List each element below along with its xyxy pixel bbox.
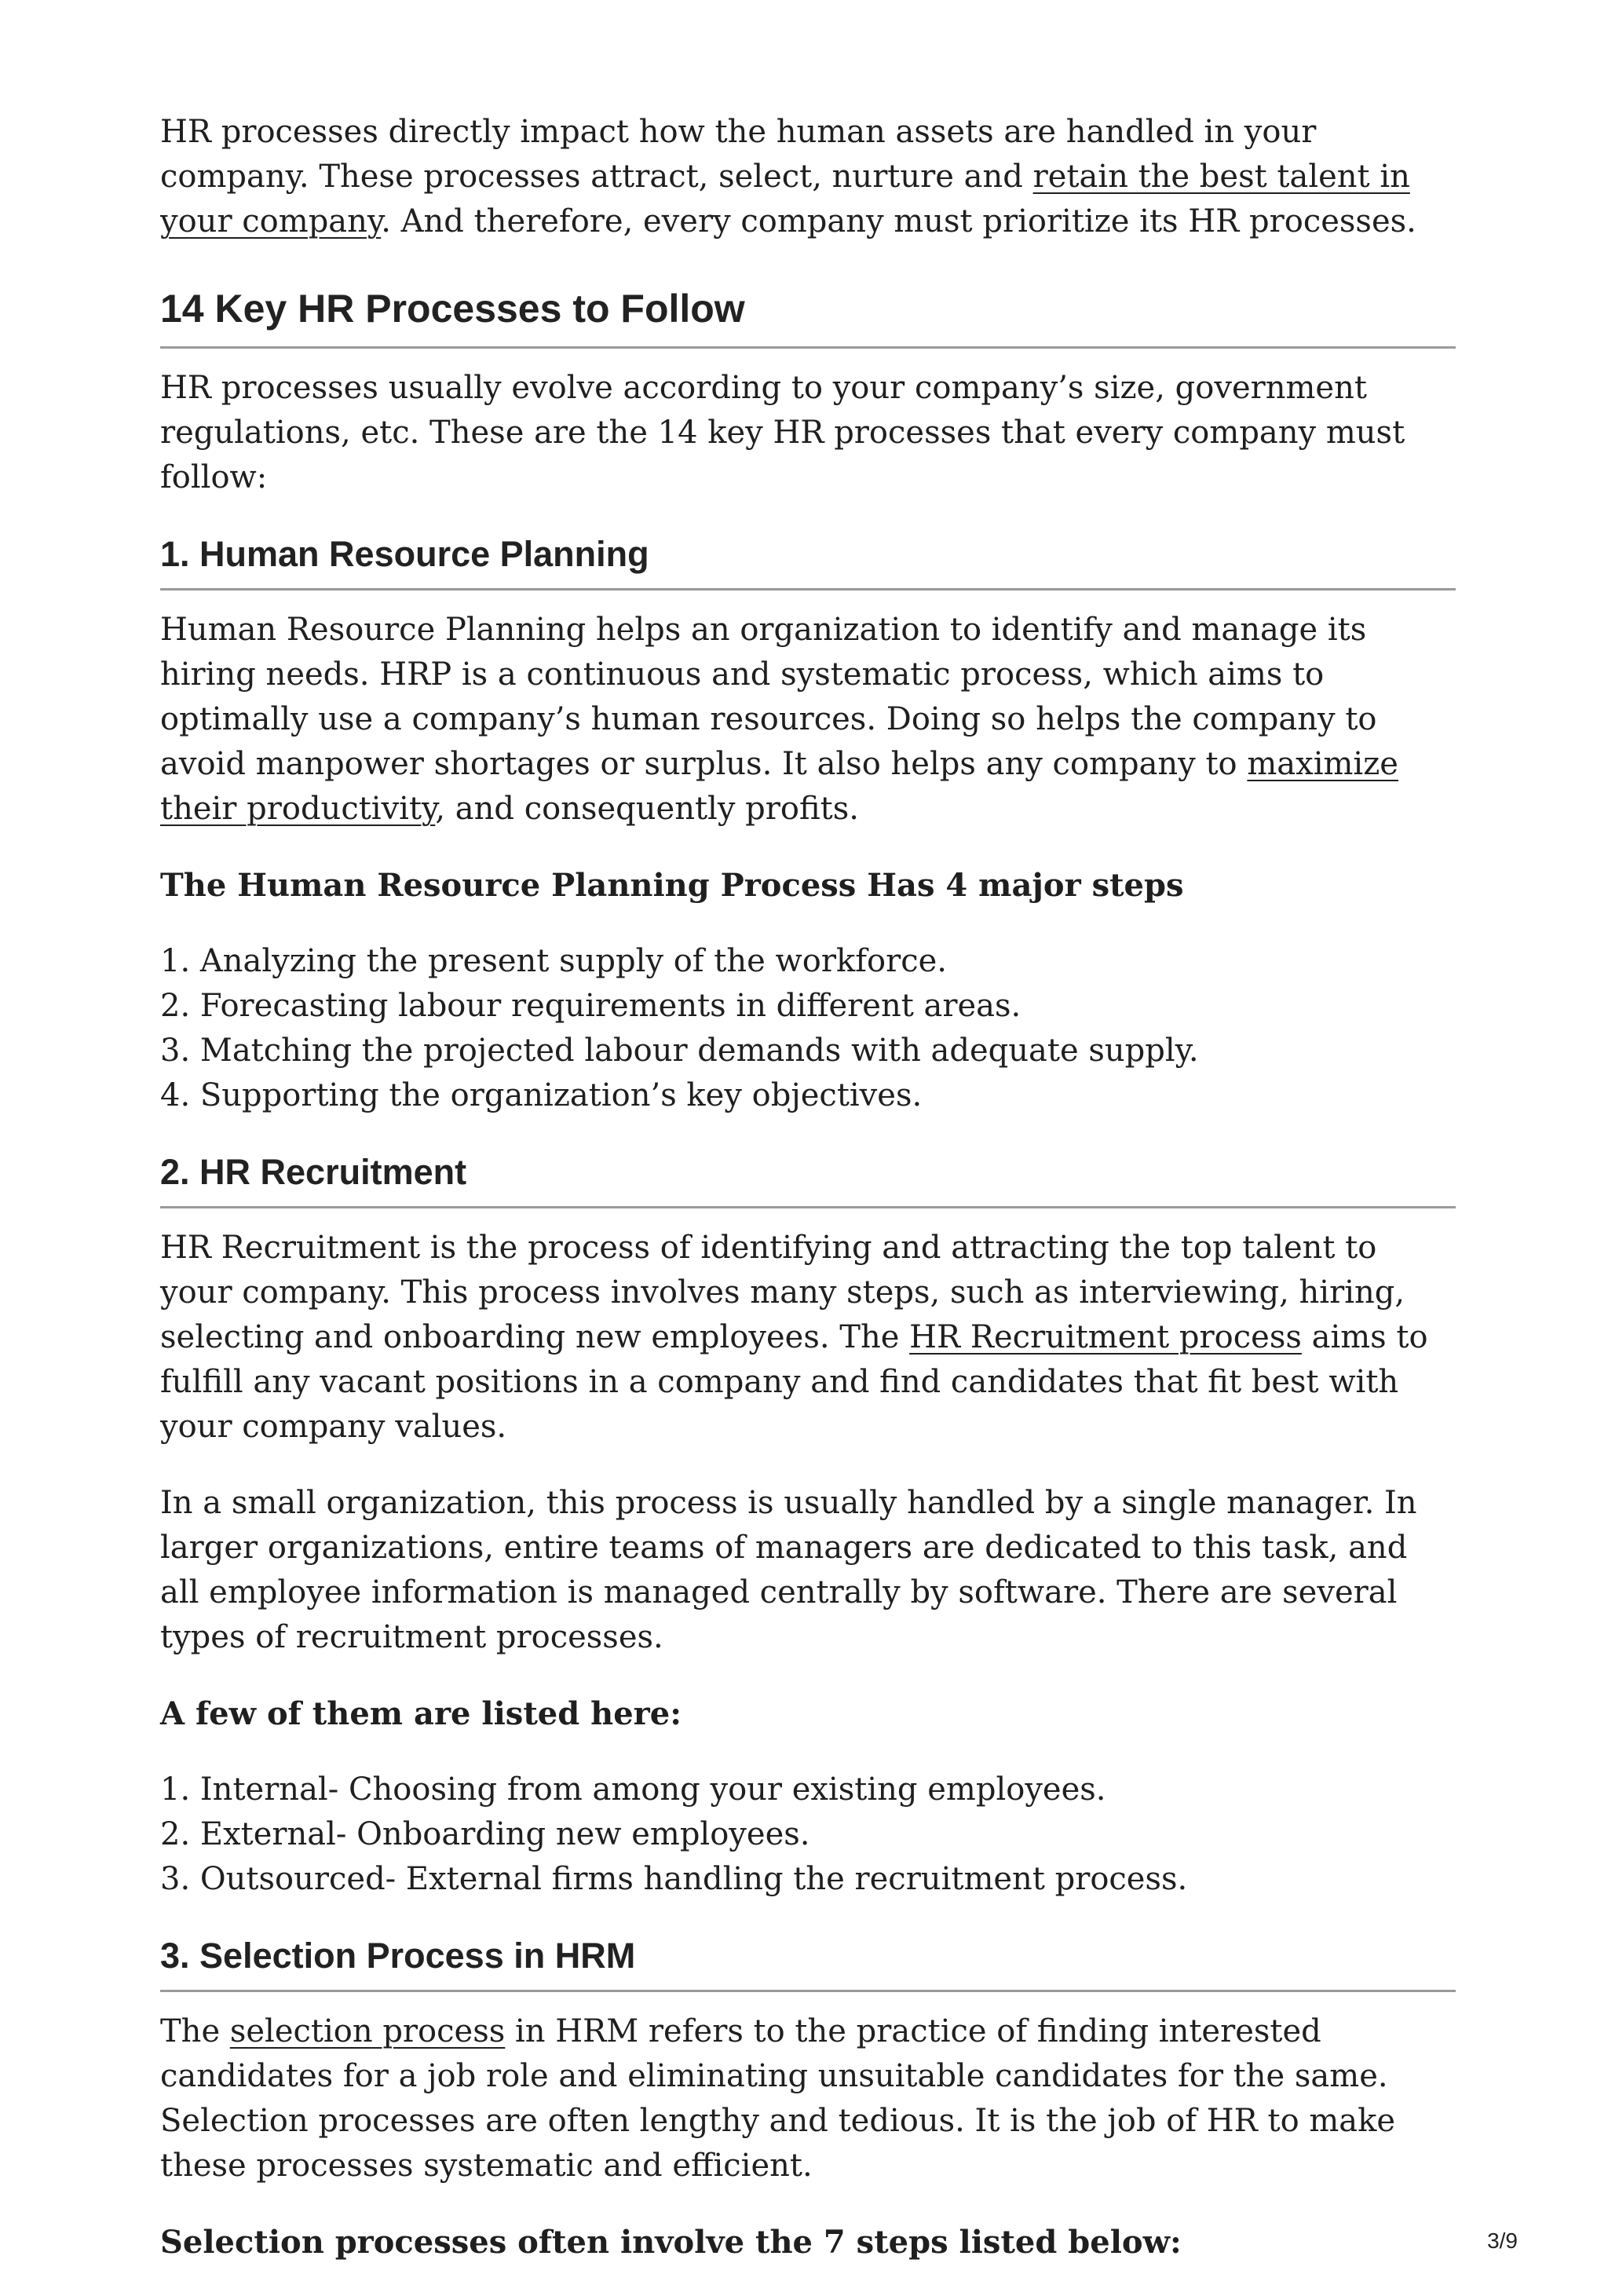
page-number: 3/9 [1487, 2228, 1518, 2253]
hr-recruitment-text: HR Recruitment is the process of identifying and attracting the top talent to your company. This process involves many steps, such as interviewing, hiring, selecting and onboarding new employees. The [160, 1230, 1405, 1355]
intro-text: HR processes directly impact how the human assets are handled in your company. These processes attract, select, nurture and [160, 114, 1317, 195]
hr-planning-steps [160, 939, 1456, 1118]
selection-process-lead: Selection processes often involve the 7 steps listed below: [160, 2224, 1182, 2261]
hr-planning-text: Human Resource Planning helps an organization to identify and manage its hiring needs. HRP is a continuous and systematic process, which aims to optimally use a company’s human resources. Doing so helps the company to avoid manpower shortages or surplus. It also helps any company to [160, 612, 1377, 782]
hr-recruitment-lead: A few of them are listed here: [160, 1695, 682, 1732]
section-heading-hr-recruitment: 2. HR Recruitment [160, 1150, 1456, 1208]
hr-recruitment-process-link[interactable]: HR Recruitment process [909, 1319, 1302, 1355]
selection-text-end: in HRM refers to the practice of finding interested candidates for a job role and eliminating unsuitable candidates for the same. Selection processes are often lengthy and tedious. It is the job of HR to make these processes systematic and efficient. [160, 2013, 1396, 2184]
hr-planning-text-end: , and consequently profits. [435, 791, 859, 827]
section-heading-key-processes: 14 Key HR Processes to Follow [160, 283, 1456, 349]
list-item: 1. Internal- Choosing from among your existing employees. [160, 1771, 1106, 1808]
list-item: 2. External- Onboarding new employees. [160, 1816, 810, 1852]
section-heading-selection-process: 3. Selection Process in HRM [160, 1933, 1456, 1992]
hr-recruitment-paragraph-2: In a small organization, this process is usually handled by a single manager. In larger organizations, entire teams of managers are dedicated to this task, and all employee information is managed centrally by software. There are several types of recruitment processes. [160, 1485, 1417, 1655]
selection-process-paragraph [160, 2009, 1456, 2188]
hr-recruitment-paragraph [160, 1226, 1456, 1450]
hr-planning-paragraph [160, 608, 1456, 832]
list-item: 2. Forecasting labour requirements in different areas. [160, 988, 1021, 1024]
list-item: 3. Matching the projected labour demands with adequate supply. [160, 1033, 1199, 1069]
section-heading-hr-planning: 1. Human Resource Planning [160, 532, 1456, 590]
intro-text-end: . And therefore, every company must prioritize its HR processes. [381, 203, 1416, 239]
hr-recruitment-types [160, 1768, 1456, 1902]
list-item: 1. Analyzing the present supply of the workforce. [160, 943, 947, 979]
hr-planning-lead: The Human Resource Planning Process Has 4 major steps [160, 867, 1184, 904]
retain-talent-link[interactable]: retain the best talent in your company [160, 159, 1410, 239]
hr-recruitment-text-end: aims to fulfill any vacant positions in a company and find candidates that fit best with your company values. [160, 1319, 1428, 1445]
list-item: 4. Supporting the organization’s key objectives. [160, 1077, 923, 1113]
maximize-productivity-link[interactable]: maximize their productivity [160, 746, 1398, 827]
article-page [160, 110, 1456, 2296]
key-processes-paragraph: HR processes usually evolve according to your company’s size, government regulations, etc. These are the 14 key HR processes that every company must follow: [160, 370, 1405, 495]
list-item: 3. Outsourced- External firms handling the recruitment process. [160, 1861, 1188, 1897]
selection-text: The [160, 2013, 230, 2049]
selection-process-link[interactable]: selection process [229, 2013, 506, 2049]
intro-paragraph [160, 110, 1456, 244]
